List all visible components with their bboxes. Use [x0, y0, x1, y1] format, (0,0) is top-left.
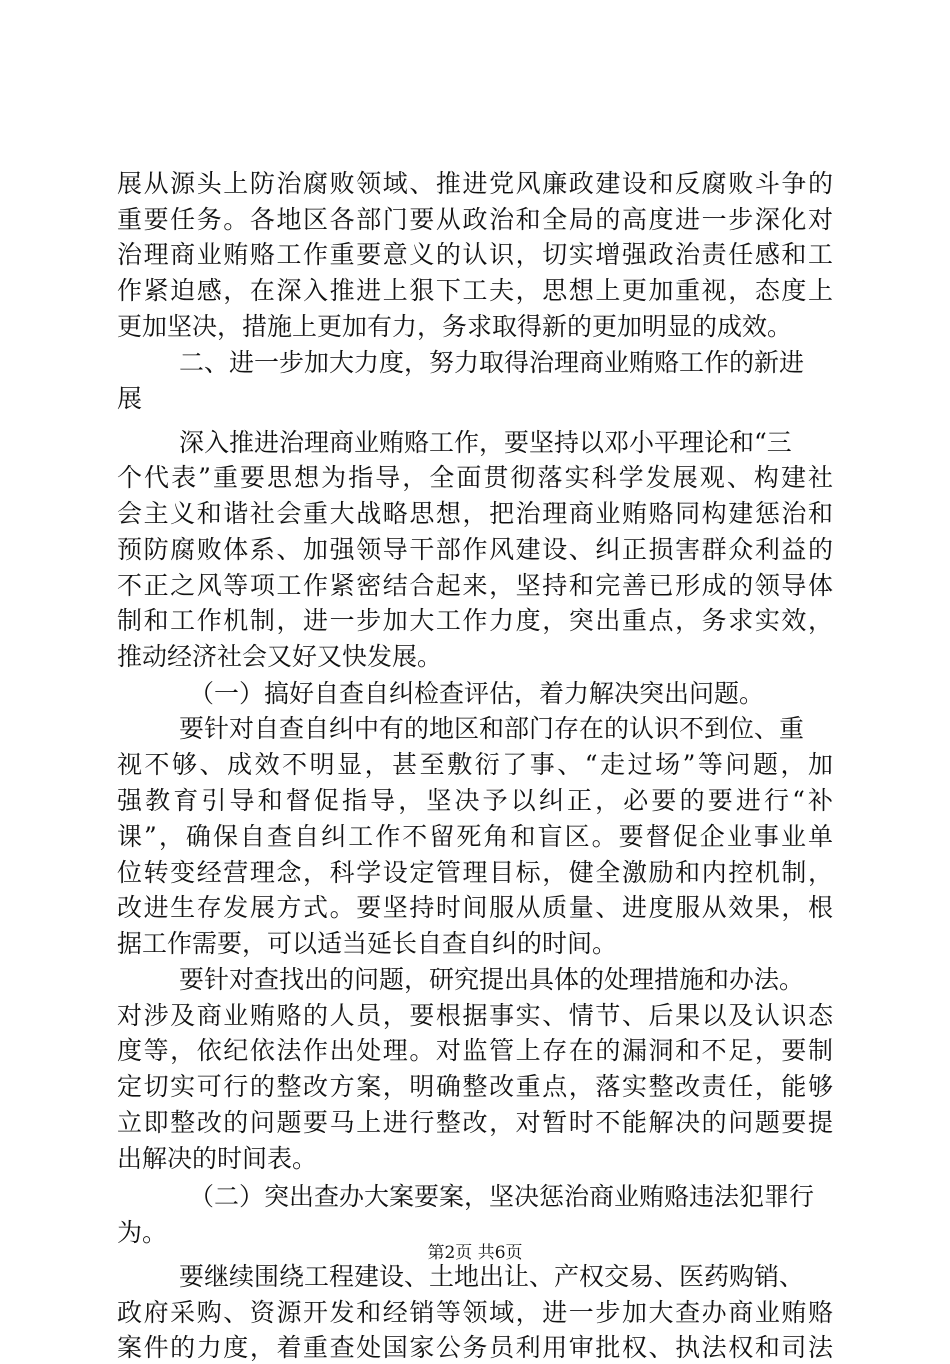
text-line — [117, 821, 833, 853]
page-number-footer: 第2页 共6页 — [427, 1243, 523, 1263]
text-line — [117, 168, 833, 200]
text-line — [117, 1143, 317, 1175]
text-line-content: 展 — [117, 384, 143, 413]
text-line — [117, 749, 833, 781]
text-line — [117, 1107, 833, 1139]
text-line — [117, 1297, 833, 1329]
text-line-content: 位转变经营理念，科学设定管理目标，健全激励和内控机制， — [117, 858, 833, 887]
text-line-content: 深入推进治理商业贿赂工作，要坚持以邓小平理论和“三 — [179, 428, 792, 457]
text-line — [117, 605, 833, 637]
text-line-content: 强教育引导和督促指导，坚决予以纠正，必要的要进行“补 — [117, 786, 833, 815]
text-line — [117, 1071, 833, 1103]
text-line-content: 个代表”重要思想为指导，全面贯彻落实科学发展观、构建社 — [117, 463, 833, 492]
text-line — [117, 857, 833, 889]
text-line-content: 要继续围绕工程建设、土地出让、产权交易、医药购销、 — [179, 1262, 805, 1291]
text-line-content: 政府采购、资源开发和经销等领域，进一步加大查办商业贿赂 — [117, 1298, 833, 1327]
text-line-content: 度等，依纪依法作出处理。对监管上存在的漏洞和不足，要制 — [117, 1036, 833, 1065]
text-line — [117, 311, 792, 343]
text-line-content: 不正之风等项工作紧密结合起来，坚持和完善已形成的领导体 — [117, 571, 833, 600]
text-line-content: 为。 — [117, 1218, 168, 1247]
text-line — [117, 204, 833, 236]
text-line-content: 要针对查找出的问题，研究提出具体的处理措施和办法。 — [179, 965, 805, 994]
text-line-content: 定切实可行的整改方案，明确整改重点，落实整改责任，能够 — [117, 1072, 833, 1101]
text-line-content: 治理商业贿赂工作重要意义的认识，切实增强政治责任感和工 — [117, 240, 833, 269]
text-line-content: （二）突出查办大案要案，坚决惩治商业贿赂违法犯罪行 — [189, 1182, 815, 1211]
text-line-content: 推动经济社会又好又快发展。 — [117, 642, 443, 671]
text-line-content: 改进生存发展方式。要坚持时间服从质量、进度服从效果，根 — [117, 893, 833, 922]
text-line-content: 二、进一步加大力度，努力取得治理商业贿赂工作的新进 — [179, 348, 805, 377]
text-line-content: 制和工作机制，进一步加大工作力度，突出重点，务求实效， — [117, 606, 833, 635]
text-line-content: 作紧迫感，在深入推进上狠下工夫，思想上更加重视，态度上 — [117, 276, 833, 305]
text-line-content: 案件的力度，着重查处国家公务员利用审批权、执法权和司法 — [117, 1333, 833, 1362]
text-line — [117, 1035, 833, 1067]
text-line — [117, 570, 833, 602]
text-line — [117, 928, 617, 960]
text-line — [179, 427, 792, 459]
text-line-content: （一）搞好自查自纠检查评估，着力解决突出问题。 — [189, 679, 765, 708]
text-line — [189, 1181, 814, 1213]
text-line — [117, 383, 142, 415]
text-line — [179, 1261, 804, 1293]
text-line-content: 出解决的时间表。 — [117, 1144, 318, 1173]
text-line — [117, 534, 833, 566]
text-line — [179, 964, 804, 996]
text-line — [179, 347, 804, 379]
text-line-content: 课”，确保自查自纠工作不留死角和盲区。要督促企业事业单 — [117, 822, 833, 851]
text-line-content: 更加坚决，措施上更加有力，务求取得新的更加明显的成效。 — [117, 312, 793, 341]
text-line-content: 立即整改的问题要马上进行整改，对暂时不能解决的问题要提 — [117, 1108, 833, 1137]
text-line-content: 预防腐败体系、加强领导干部作风建设、纠正损害群众利益的 — [117, 535, 833, 564]
text-line-content: 要针对自查自纠中有的地区和部门存在的认识不到位、重 — [179, 714, 805, 743]
text-line — [117, 275, 833, 307]
text-line-content: 视不够、成效不明显，甚至敷衍了事、“走过场”等问题，加 — [117, 750, 833, 779]
text-line — [189, 678, 764, 710]
text-line-content: 会主义和谐社会重大战略思想，把治理商业贿赂同构建惩治和 — [117, 499, 833, 528]
text-line-content: 重要任务。各地区各部门要从政治和全局的高度进一步深化对 — [117, 205, 833, 234]
text-line — [117, 1332, 833, 1364]
text-line — [117, 785, 833, 817]
text-line — [117, 462, 833, 494]
text-line — [179, 713, 804, 745]
text-line — [117, 1000, 833, 1032]
text-line-content: 对涉及商业贿赂的人员，要根据事实、情节、后果以及认识态 — [117, 1001, 833, 1030]
text-line-content: 据工作需要，可以适当延长自查自纠的时间。 — [117, 929, 618, 958]
text-line-content: 展从源头上防治腐败领域、推进党风廉政建设和反腐败斗争的 — [117, 169, 833, 198]
text-line — [117, 892, 833, 924]
text-line — [117, 641, 442, 673]
text-line — [117, 498, 833, 530]
text-line — [117, 239, 833, 271]
